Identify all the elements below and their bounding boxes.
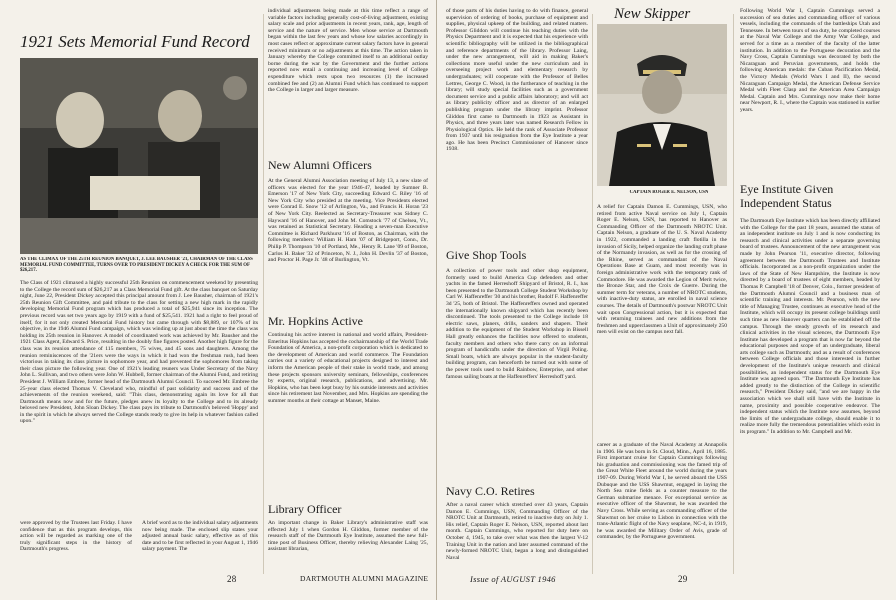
give-shop-tools-heading: Give Shop Tools <box>446 248 527 262</box>
new-skipper-text: A relief for Captain Damon E. Cummings, USN, who retired from active Naval service on July 1, Captain Roger E. Nelson, USN, has reported to Hanover as Commanding Officer of the Dartmouth NROTC Unit. Captain Nelson, a graduate of the U. S. Naval Academy in 1922, commanded a landing craft flotilla in the invasion of Sicily, helped organize the landing craft phase of the Normandy invasion, as well as for the crossing of the Rhine, served as commandant of the Naval Operations Base at Guam, and most recently was in foreign administrative work with the temporary rank of Commodore. He was awarded the Legion of Merit twice, the Bronze Star, and the Croix de Guerre. During the summer term for veterans, a number of NROTC students, with inactive-duty status, are enrolled in naval science courses. The details of Dartmouth's postwar NROTC Unit wait upon Congressional action, but it is expected that with returning trainees and new additions from the freshmen and upperclassmen a Unit of approximately 250 men will exist on the campus next fall. <box>597 204 727 336</box>
captain-cummings-career-text: Following World War I, Captain Cummings served a succession of sea duties and commanding officer of various vessels, including the commands of the battleships Utah and Tennessee. In between tours of sea duty, he completed courses at the Naval War College and the Army War College, and served for a time as a member of the faculty of the latter institution. In addition to the Portuguese decoration and the Navy Cross, Captain Cummings was decorated by both the Nicaraguan and Peruvian governments, and holds the following American medals: the Cuban Pacification Medal, the Victory Medals (World Wars I and II), the second Nicaraguan Campaign Medal, the American Defense Service Medal with Fleet Clasp and the American Area Campaign Medal. Captain and Mrs. Cummings now make their home near Newport, R. I., where the Captain was stationed in earlier years. <box>740 8 880 113</box>
new-alumni-officers-heading: New Alumni Officers <box>268 158 372 172</box>
memorial-fund-headline: 1921 Sets Memorial Fund Record <box>20 32 250 51</box>
eye-institute-heading: Eye Institute Given Independent Status <box>740 182 834 210</box>
reunion-photo-caption: AS THE CLIMAX OF THE 25TH REUNION BANQUET, J. LEE BAUSHER '21, CHAIRMAN OF THE CLASS MEMORIAL FUND COMMITTEE, TURNS OVER TO PRESIDENT DICKEY A CHECK FOR THE SUM OF $26,217. <box>20 257 253 274</box>
navy-co-retires-text: After a naval career which stretched over 43 years, Captain Damon E. Cummings, USN, Commanding Officer of the NROTC Unit at Dartmouth, retired to inactive duty on July 1. His relief, Captain Roger E. Nelson, USN, reported about last month. Captain Cummings, who reported for duty here on October 4, 1945, to take over what was then the largest V-12 Training Unit in the nation and later assumed command of the newly-formed NROTC Unit, began a long and distinguished Naval <box>446 502 588 561</box>
mr-hopkins-heading: Mr. Hopkins Active <box>268 314 363 328</box>
captain-nelson-caption: CAPTAIN ROGER E. NELSON, USN <box>629 190 709 195</box>
eye-institute-text: The Dartmouth Eye Institute which has been directly affiliated with the College for the past 18 years, assumed the status of an independent institute on July 1 and is now conducting its research and clinical activities under a separate governing board of trustees. Announcement of the new arrangement was made by John Pearson '11, executive director, following agreement between the Dartmouth Trustees and Institute officials. Incorporated as a non-profit organization under the laws of the State of New Hampshire, the Institute is now directed by a board of trustees of eight members, headed by Thomas P. Campbell '18 of Denver, Colo., former president of the Dartmouth Alumni Council and a business man of scientific training and interests. Mr. Pearson, with the new title of Managing Trustee, continues as executive head of the Institute, which will occupy its present college buildings until such time as new Hanover quarters can be established off the campus. Through the steady growth of its research and clinical activities in the visual sciences, the Dartmouth Eye Institute has developed a program that is now far beyond the educational purposes and scope of an undergraduate, liberal arts college such as Dartmouth; and as a result of conferences between College officials and those interested in further development of the Institute's unique research and clinical possibilities, an independent status for the Dartmouth Eye Institute was agreed upon. "The Dartmouth Eye Institute has added greatly to the distinction of the College in scientific research," President Dickey said, "and we are happy in the association which we shall still have with the Institute in name, proximity and possible cooperative endeavor. The independent status which the Institute now assumes, beyond the limits of the undergraduate college, should enable it to realize more fully the tremendous potentialities which exist in its program." In addition to Mr. Campbell and Mr. <box>740 218 880 435</box>
library-officer-text: An important change in Baker Library's administrative staff was effected July 1 when Gordon H. Gliddon, former member of the research staff of the Dartmouth Eye Institute, assumed the new full-time post of Business Officer, thereby relieving Alexander Laing '25, assistant librarian, <box>268 520 428 553</box>
salary-letter-text-right: A brief word as to the individual salary adjustments now being made. The enclosed slip states your adjusted annual basic salary, effective as of this date and to be first reflected in your August 1, 1946 salary payment. The <box>142 520 258 553</box>
salary-letter-text-left: were approved by the Trustees last Friday. I have confidence that as this program develops, this action will be regarded as marking one of the truly significant steps in the history of Dartmouth's progress. <box>20 520 132 553</box>
new-alumni-officers-text: At the General Alumni Association meeting of July 13, a new slate of officers was elected for the year 1946-47, headed by Sumner B. Emerson '17 of New York City, succeeding Edward C. Riley '16 of New York City who presided at the meeting. Vice Presidents elected were Conrad E. Snow '12 of Arlington, Va., and Francis H. Horan '23 of New York City. Reelected as Secretary-Treasurer was Sidney C. Hayward '16 of Hanover, and John M. Comstock '77 of Chelsea, Vt., was retained as Statistical Secretary. Heading a seven-man Executive Committee is Richard Parkhurst '16 of Boston, as Chairman, with the following members: William H. Ham '07 of Bridgeport, Conn., Dr. Philip P. Thompson '10 of Portland, Me., Henry R. Lane '09 of Boston, Carlos H. Baker '32 of Princeton, N. J., John H. Devlin '37 of Boston, and Proctor H. Page Jr. '48 of Burlington, Vt. <box>268 178 428 264</box>
mr-hopkins-text: Continuing his active interest in national and world affairs, President-Emeritus Hopkins has accepted the cochairmanship of the World Trade Foundation of America, a non-profit corporation which is dedicated to the development of American and world commerce. The Foundation carries out a variety of educational projects designed to interest and inform the American people of their stake in world trade, and among these projects sponsors university seminars, fellowships, conferences by experts, original research, publications, and advertising. Mr. Hopkins, who has been kept busy by his outside interests and activities since his retirement last November, and Mrs. Hopkins are spending the summer months at their cottage at Manset, Maine. <box>268 332 428 404</box>
page-number-left: 28 <box>227 574 237 584</box>
memorial-fund-article: The Class of 1921 climaxed a highly successful 25th Reunion on commencement weekend by presenting to the College the record sum of $26,217 as a Class Memorial Fund gift. At the class banquet on Saturday night, June 22, President Dickey accepted this principal amount from J. Lee Bausher, chairman of 1921's 25th Reunion Gift Committee, and paid tribute to the class for setting a new high mark in the rapidly developing Memorial Fund program which has produced a total of $25,941 since its inception. The previous record was set two years ago by 1919 with a fund of $25,541. 1921 had a right to feel proud of itself, for it not only created Memorial Fund history but came through with $8,889, or 107% of its objective, in the 1946 Alumni Fund campaign, which was winding up at just about the time the class was holding its 25th reunion in Hanover. A model of coordinated work was achieved by Mr. Bausher and the 1921 Class Agent, Edward S. Price, resulting in the doubly fine figures posted. Another high figure for the class was its reunion attendance of 115 members, 75 wives, and 45 sons and daughters. Among the reunion reminiscences of the '21ers were the ways in which it had won the freshman rush, had been victorious in taking its class picture in sophomore year, and had prevented the sophomores from taking their class picture the following year. One of 1921's leading reuners was Under Secretary of the Navy John L. Sullivan, and two others were John W. Hubbell, former chairman of the Alumni Fund, and retiring President J. William Embree, former head of the Dartmouth Alumni Council. To succeed Mr. Embree the 25-year class elected Thomas V. Cleveland who, mindful of past solidarity and success and of the achievements of the reunion weekend, said: "This class, demonstrating again its love for all that Dartmouth means now and for the future, pledges anew its loyalty to the College and to its already beloved new President, John Sloan Dickey. The class pays its tribute to Dartmouth's beloved 'Hoppy' and in the spirit in which he always served the College stands ready to give its help in whatever fashion called upon." <box>20 280 258 425</box>
reunion-banquet-photo <box>20 58 258 254</box>
navy-co-retires-heading: Navy C.O. Retires <box>446 484 535 498</box>
navy-co-retires-continued: career as a graduate of the Naval Academy at Annapolis in 1906. He was born in St. Cloud, Minn., April 16, 1885. First important cruise for Captain Cummings following his graduation and commissioning was the famed trip of the Great White Fleet around the world during the years 1907-09. During World War I, he served aboard the USS Dubuque and the USS Shawmut, engaged in laying the North Sea mine fields as a counter measure to the German submarine menace. For exceptional service as executive officer of the Shawmut, he was awarded the Navy Cross. While serving as commanding officer of the Shawmut on her cruise to Lisbon in connection with the trans-Atlantic flight of the Navy seaplane, NC-4, in 1919, he was awarded the Military Order of Avis, grade of commander, by the Portuguese government. <box>597 442 727 541</box>
library-officer-continued: of those parts of his duties having to do with finance, general supervision of ordering of books, purchase of equipment and supplies, physical upkeep of the building, and related matters. Professor Gliddon will continue his teaching duties with the Physics Department and it is expected that his experience with scientific bibliography will be utilized in the bibliographical and reference departments of the library. Professor Laing, under the new arrangement, will aid in making Baker's collections more useful under the new curriculum and in overseeing project work and elementary research by undergraduates; will cooperate with the Professor of Belles Lettres, George C. Wood, in the furtherance of teaching in the library; will study special facilities such as a government document service and a public affairs laboratory; and will act as library publicity officer and as director of an enlarged publishing program under the library imprint. Professor Gliddon first came to Dartmouth in 1923 as Assistant in Physics, and three years later was named Research Fellow in Physiological Optics. He held the rank of Associate Professor from 1937 until his resignation from the Eye Institute a year ago. He has been Precinct Commissioner of Hanover since 1938. <box>446 8 588 153</box>
new-skipper-headline: New Skipper <box>614 6 691 22</box>
give-shop-tools-text: A collection of power tools and other shop equipment, formerly used to build America Cup defenders and other yachts in the famed Herreshoff Shipyard of Bristol, R. I., has been presented to the Dartmouth College Student Workshop by Carl W. Haffenreffer '30 and his brother, Rudolf F. Haffenreffer 3d '25, both of Bristol. The Haffenreffers owned and operated the internationally known shipyard which has recently been discontinued. The tools presented to the College include 18 electric saws, planers, drills, sanders and shapers. Their addition to the equipment of the Student Workshop in Bissell Hall greatly enhances the facilities now offered to students, faculty members and others who there carry on an informal program of handicrafts under the direction of Virgil Poling. Small boats, which are always popular in the student-faculty building program, can henceforth be turned out with some of the power tools used to build Rainbow, Enterprise, and other famous sailing boats at the Haffenreffers' Herreshoff yard. <box>446 268 588 380</box>
salary-adjustment-text: individual adjustments being made at this time reflect a range of variable factors including generally cost-of-living adjustment, existing salary scale and prior adjustments in recent years, rank, age, length of service and the nature of service. Men whose service at Dartmouth began within the last few years and whose low salaries accordingly in most cases reflect or approximate current salary factors have in general received minimum or no adjustments at this time. The action taken in January whereby the College committed itself to an additional outlay borne during the war by the Government and the further actions reported now entail a continuing and increasing level of College expenditure which rests upon two resources (1) the increased combined fee and (2) an Alumni Fund which has continued to support the College in larger and larger measure. <box>268 8 428 94</box>
library-officer-heading: Library Officer <box>268 502 342 516</box>
issue-date: Issue of AUGUST 1946 <box>470 574 556 584</box>
page-number-right: 29 <box>678 574 688 584</box>
magazine-name: DARTMOUTH ALUMNI MAGAZINE <box>300 574 429 583</box>
captain-nelson-photo <box>597 24 727 186</box>
